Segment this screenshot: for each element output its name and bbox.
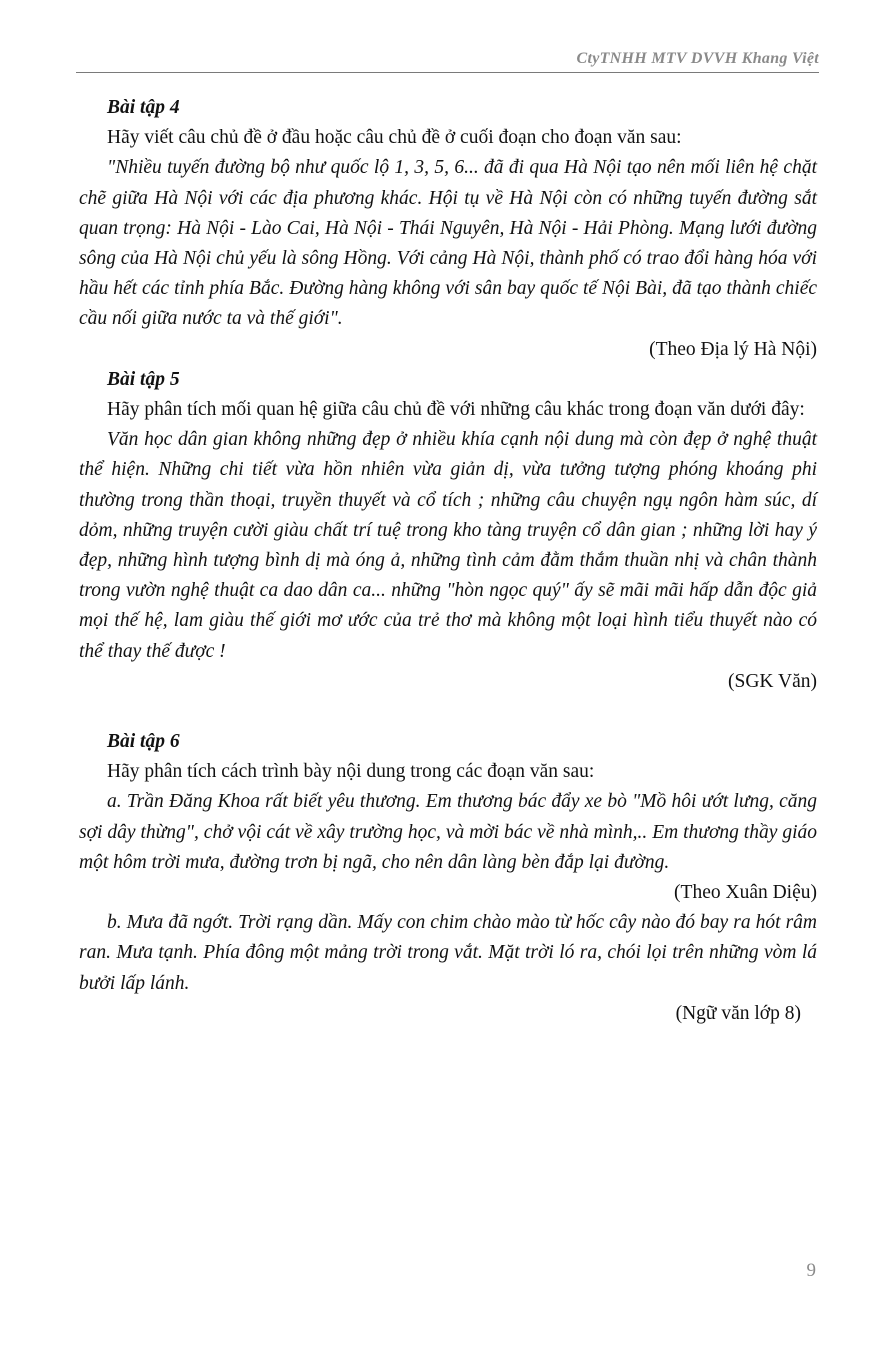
exercise-5 (79, 365, 817, 697)
exercise-prompt: Hãy viết câu chủ đề ở đầu hoặc câu chủ đề ở cuối đoạn cho đoạn văn sau: (107, 127, 682, 149)
exercise-passage: "Nhiều tuyến đường bộ như quốc lộ 1, 3, 5, 6... đã đi qua Hà Nội tạo nên mối liên hệ chặt chẽ giữa Hà Nội với các địa phương khác. Hội tụ về Hà Nội còn có những tuyến đường sắt quan trọng: Hà Nội - Lào Cai, Hà Nội - Thái Nguyên, Hà Nội - Hải Phòng. Mạng lưới đường sông của Hà Nội chủ yếu là sông Hồng. Với cảng Hà Nội, thành phố có trao đổi hàng hóa với hầu hết các tỉnh phía Bắc. Đường hàng không với sân bay quốc tế Nội Bài, đã tạo thành chiếc cầu nối giữa nước ta và thế giới". (79, 157, 817, 330)
publisher-name: CtyTNHH MTV DVVH Khang Việt (576, 50, 819, 67)
passage-source: (Theo Địa lý Hà Nội) (649, 338, 817, 360)
exercise-passage: Văn học dân gian không những đẹp ở nhiều khía cạnh nội dung mà còn đẹp ở nghệ thuật thể hiện. Những chi tiết vừa hồn nhiên vừa giản dị, vừa tưởng tượng phóng khoáng phi thường trong thần thoại, truyền thuyết và cổ tích ; những câu chuyện ngụ ngôn hàm súc, dí dỏm, những truyện cười giàu chất trí tuệ trong kho tàng truyện cổ dân gian ; những lời hay ý đẹp, những hình tượng bình dị mà óng ả, những tình cảm đằm thắm thuần nhị và chân thành trong vườn nghệ thuật ca dao dân ca... những "hòn ngọc quý" ấy sẽ mãi mãi hấp dẫn độc giả mọi thế hệ, lam giàu thế giới mơ ước của trẻ thơ mà không một loại hình tiểu thuyết nào có thể thay thế được ! (79, 429, 817, 662)
page-content (79, 93, 817, 1029)
section-spacer (79, 697, 817, 727)
page-number: 9 (806, 1260, 816, 1281)
page-header (76, 48, 819, 73)
exercise-prompt: Hãy phân tích cách trình bày nội dung trong các đoạn văn sau: (107, 761, 595, 783)
exercise-title: Bài tập 4 (107, 97, 180, 118)
exercise-passage-a: a. Trần Đăng Khoa rất biết yêu thương. Em thương bác đẩy xe bò "Mồ hôi ướt lưng, căng sợi dây thừng", chở vội cát về xây trường học, và mời bác về nhà mình,.. Em thương thầy giáo một hôm trời mưa, đường trơn bị ngã, cho nên dân làng bèn đắp lại đường. (79, 791, 817, 873)
exercise-title: Bài tập 6 (107, 731, 180, 753)
exercise-passage-b: b. Mưa đã ngớt. Trời rạng dần. Mấy con chim chào mào từ hốc cây nào đó bay ra hót râm ran. Mưa tạnh. Phía đông một mảng trời trong vắt. Mặt trời ló ra, chói lọi trên những vòm lá bưởi lấp lánh. (79, 912, 817, 994)
exercise-title: Bài tập 5 (107, 368, 180, 390)
passage-source-a: (Theo Xuân Diệu) (674, 882, 817, 904)
passage-source-b: (Ngữ văn lớp 8) (675, 1002, 801, 1024)
exercise-4 (79, 93, 817, 365)
passage-source: (SGK Văn) (727, 670, 817, 692)
exercise-prompt: Hãy phân tích mối quan hệ giữa câu chủ đề với những câu khác trong đoạn văn dưới đây: (107, 399, 805, 421)
exercise-6 (79, 727, 817, 1029)
